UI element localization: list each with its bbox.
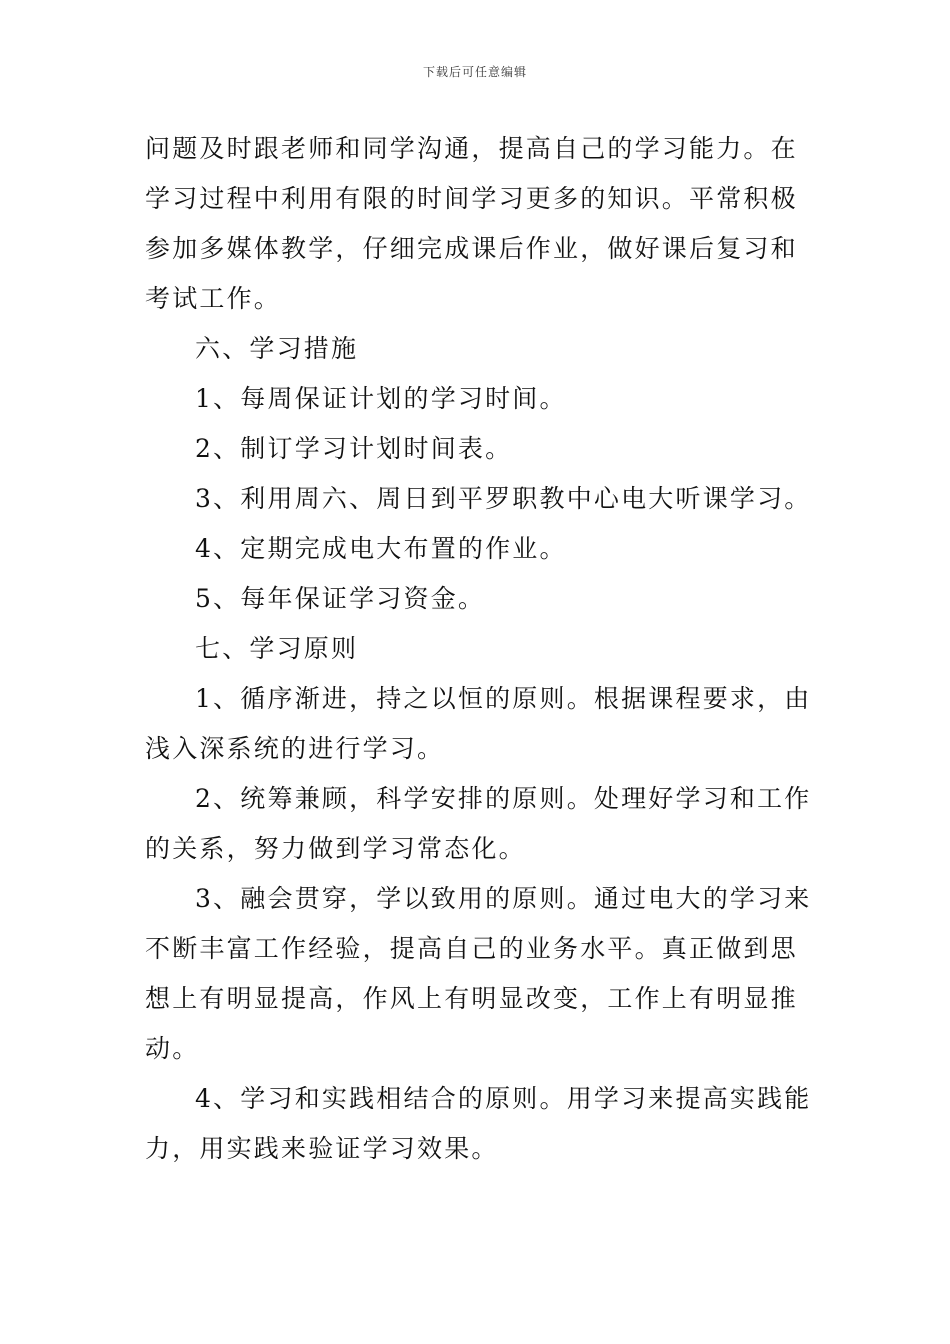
section-heading-principles: 七、学习原则 <box>195 634 359 663</box>
measure-item-4: 4、定期完成电大布置的作业。 <box>195 534 567 563</box>
paragraph-continuation: 问题及时跟老师和同学沟通，提高自己的学习能力。在学习过程中利用有限的时间学习更多的知识。平常积极参加多媒体教学，仔细完成课后作业，做好课后复习和考试工作。 <box>145 134 798 313</box>
section-heading-measures: 六、学习措施 <box>195 334 359 363</box>
measure-item-1: 1、每周保证计划的学习时间。 <box>195 384 567 413</box>
principle-item-2: 2、统筹兼顾，科学安排的原则。处理好学习和工作的关系，努力做到学习常态化。 <box>145 784 812 863</box>
measure-item-3: 3、利用周六、周日到平罗职教中心电大听课学习。 <box>195 484 812 513</box>
principle-item-1: 1、循序渐进，持之以恒的原则。根据课程要求，由浅入深系统的进行学习。 <box>145 684 812 763</box>
document-body <box>145 124 813 1174</box>
principle-item-4: 4、学习和实践相结合的原则。用学习来提高实践能力，用实践来验证学习效果。 <box>145 1084 812 1163</box>
measure-item-5: 5、每年保证学习资金。 <box>195 584 486 613</box>
page-header-note: 下载后可任意编辑 <box>422 65 527 79</box>
principle-item-3: 3、融会贯穿，学以致用的原则。通过电大的学习来不断丰富工作经验，提高自己的业务水平。真正做到思想上有明显提高，作风上有明显改变，工作上有明显推动。 <box>145 884 812 1063</box>
measure-item-2: 2、制订学习计划时间表。 <box>195 434 513 463</box>
